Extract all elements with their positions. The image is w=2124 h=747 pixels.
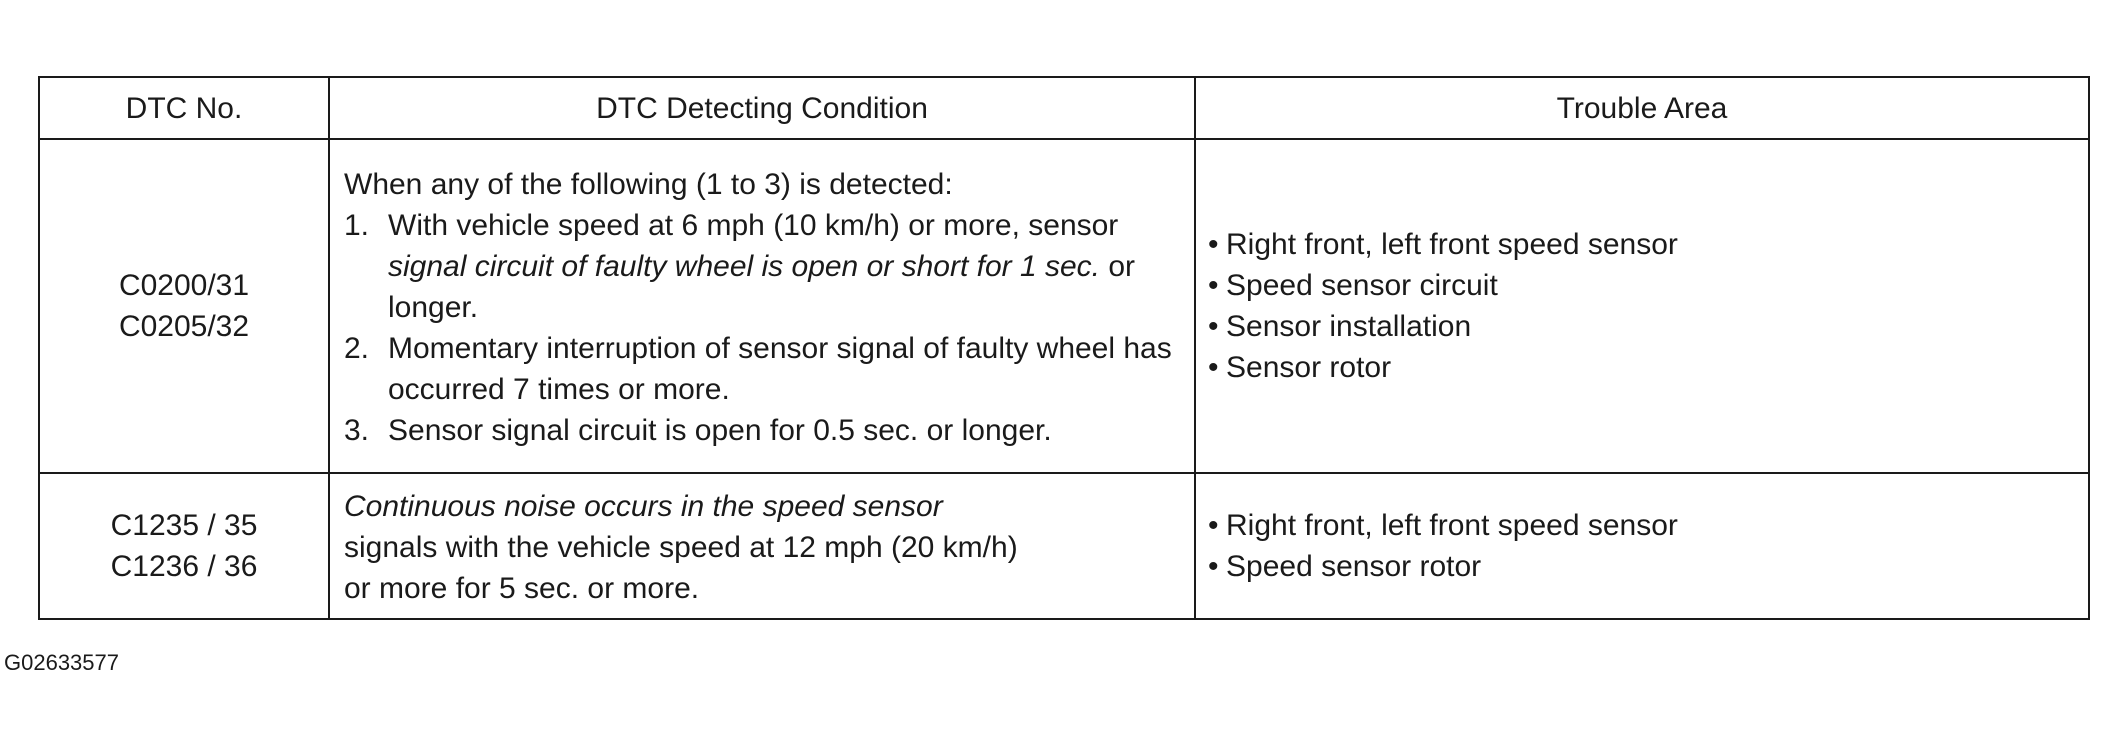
bullet-icon: • (1208, 351, 1219, 384)
list-item (1208, 265, 2076, 306)
condition-text: signal circuit of faulty wheel is open or short for 1 sec. (388, 249, 1101, 283)
condition-text: Sensor signal circuit is open for 0.5 sec. or longer. (388, 413, 1052, 447)
trouble-area-text: Right front, left front speed sensor (1226, 228, 1678, 261)
condition-number: 2. (344, 331, 370, 365)
detecting-condition-cell (329, 473, 1195, 619)
bullet-icon: • (1208, 228, 1219, 261)
condition-number: 1. (344, 208, 370, 242)
condition-number: 3. (344, 413, 370, 447)
condition-item (344, 205, 1180, 328)
figure-id: G02633577 (4, 650, 119, 675)
trouble-area-text: Sensor rotor (1226, 351, 1392, 384)
condition-text: Momentary interruption of sensor signal of faulty wheel has occurred 7 times or more. (388, 331, 1172, 406)
trouble-area-list (1208, 224, 2076, 388)
condition-text: With vehicle speed at 6 mph (10 km/h) or more, sensor (388, 208, 1119, 242)
list-item (1208, 347, 2076, 388)
list-item (1208, 546, 2076, 587)
list-item (1208, 306, 2076, 347)
condition-line: Continuous noise occurs in the speed sensor (344, 489, 943, 523)
dtc-codes-cell (39, 473, 329, 619)
list-item (1208, 224, 2076, 265)
list-item (1208, 505, 2076, 546)
dtc-code: C0200/31 (118, 269, 250, 302)
trouble-area-text: Speed sensor circuit (1226, 269, 1498, 302)
condition-line: or more for 5 sec. or more. (344, 571, 700, 605)
dtc-code: C1235 / 35 (110, 509, 258, 542)
dtc-code: C0205/32 (118, 310, 250, 343)
dtc-table (38, 76, 2090, 620)
trouble-area-cell (1195, 139, 2089, 473)
trouble-area-text: Right front, left front speed sensor (1226, 509, 1678, 542)
dtc-codes-cell (39, 139, 329, 473)
header-detecting-condition: DTC Detecting Condition (329, 77, 1195, 139)
trouble-area-list (1208, 505, 2076, 587)
bullet-icon: • (1208, 310, 1219, 343)
header-row (39, 77, 2089, 139)
condition-text: or longer. (388, 249, 1136, 324)
trouble-area-cell (1195, 473, 2089, 619)
bullet-icon: • (1208, 509, 1219, 542)
condition-item (344, 328, 1180, 410)
condition-item (344, 410, 1180, 451)
bullet-icon: • (1208, 550, 1219, 583)
dtc-code: C1236 / 36 (110, 550, 258, 583)
condition-intro: When any of the following (1 to 3) is detected: (344, 167, 953, 201)
header-trouble-area: Trouble Area (1195, 77, 2089, 139)
condition-line: signals with the vehicle speed at 12 mph (20 km/h) (344, 530, 1018, 564)
table-row (39, 139, 2089, 473)
trouble-area-text: Speed sensor rotor (1226, 550, 1482, 583)
table-row (39, 473, 2089, 619)
header-dtc-no: DTC No. (39, 77, 329, 139)
bullet-icon: • (1208, 269, 1219, 302)
condition-list (344, 205, 1180, 451)
detecting-condition-cell (329, 139, 1195, 473)
trouble-area-text: Sensor installation (1226, 310, 1472, 343)
